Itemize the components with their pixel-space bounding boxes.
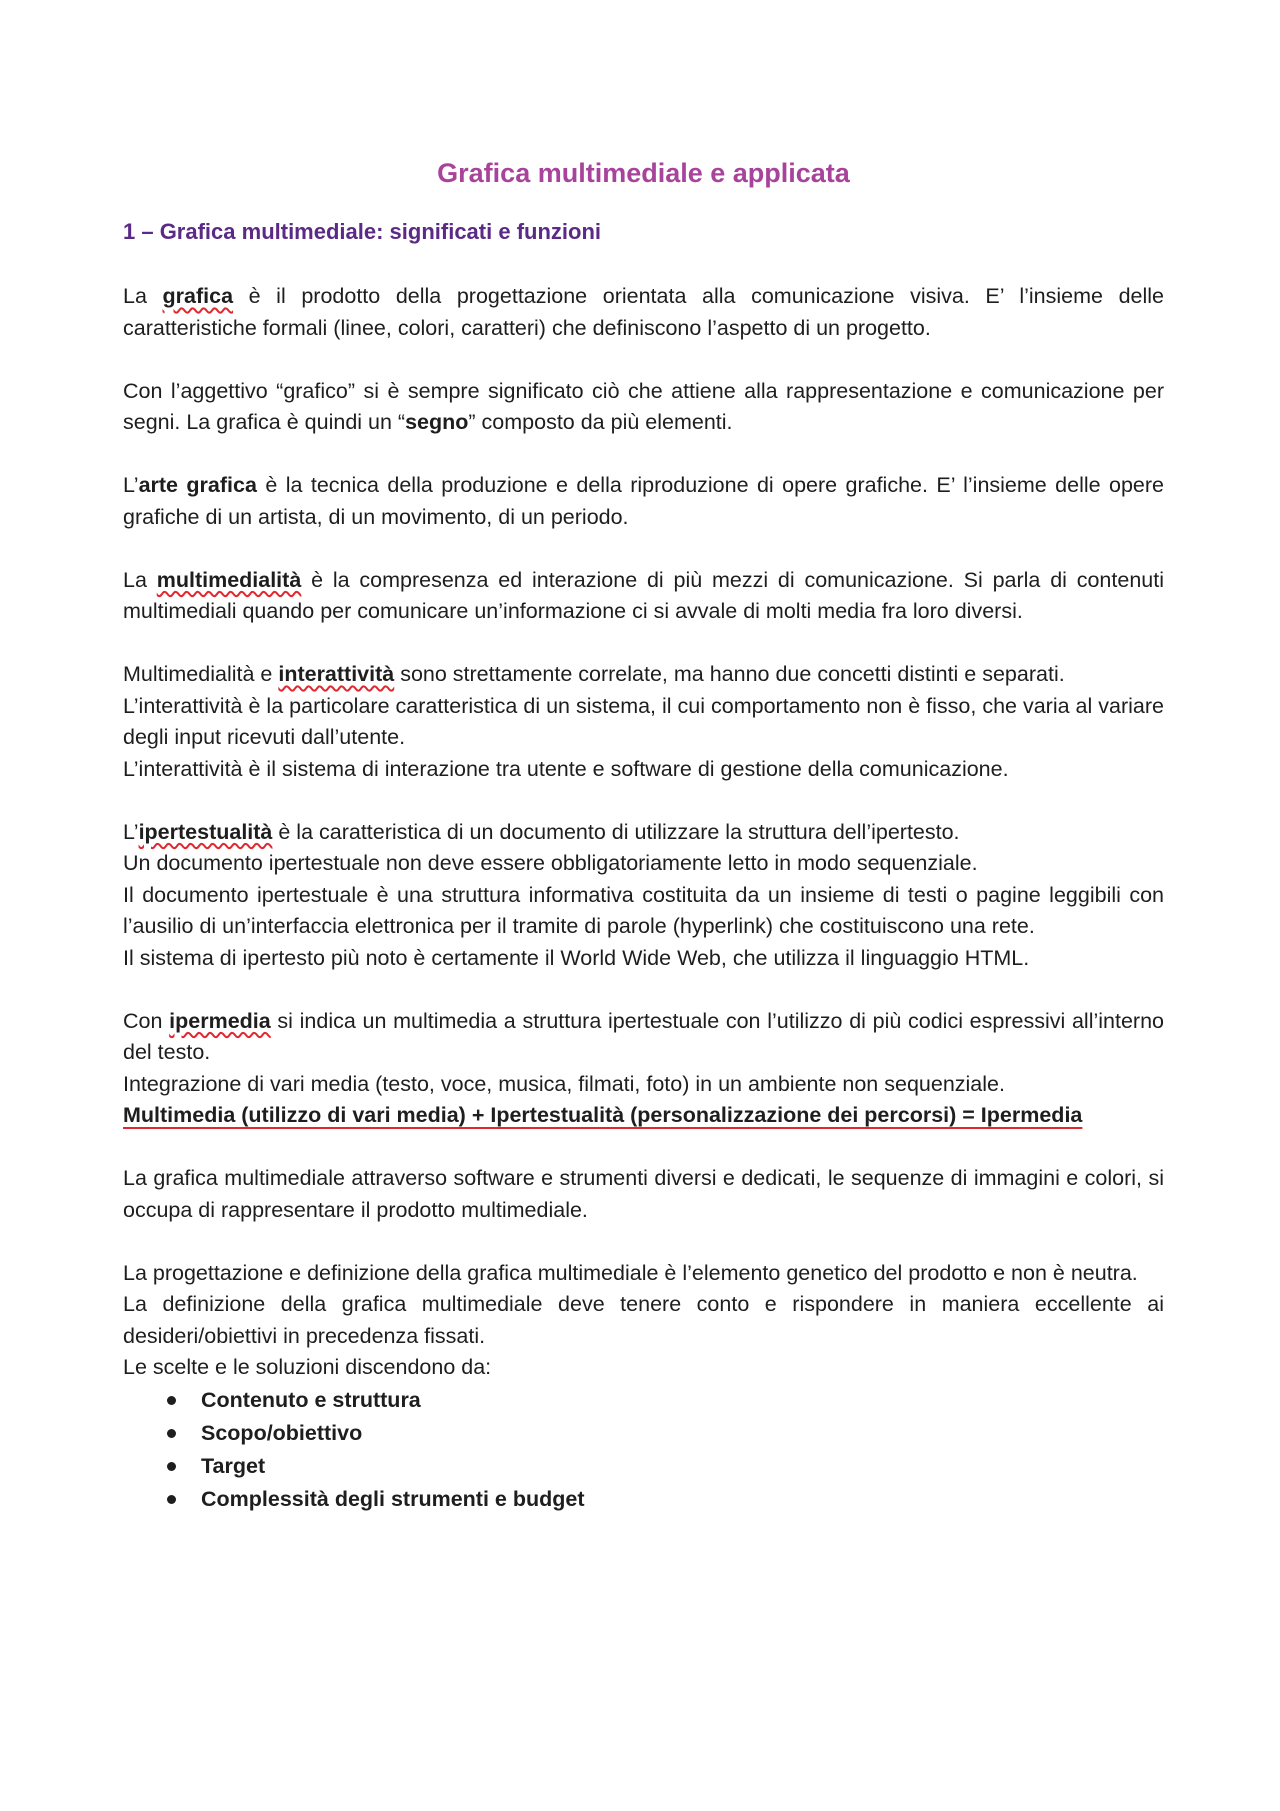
paragraph-interattivita	[123, 659, 1164, 785]
paragraph-text: è il prodotto della progettazione orientata alla comunicazione visiva. E’ l’insieme delle caratteristiche formali (linee, colori, caratteri) che definiscono l’aspetto di un progetto.	[123, 284, 1164, 340]
paragraph-grafica	[123, 281, 1164, 344]
paragraph-line: La definizione della grafica multimediale deve tenere conto e rispondere in maniera eccellente ai desideri/obiettivi in precedenza fissati.	[123, 1292, 1164, 1348]
paragraph-line: La progettazione e definizione della grafica multimediale è l’elemento genetico del prodotto e non è neutra.	[123, 1260, 1138, 1285]
formula-line	[123, 1100, 1164, 1132]
bullet-icon	[167, 1396, 176, 1405]
keyword-ipertestualita: ipertestualità	[138, 819, 273, 844]
paragraph-line: Le scelte e le soluzioni discendono da:	[123, 1355, 492, 1379]
paragraph-progettazione	[123, 1258, 1164, 1384]
bullet-list	[123, 1384, 1164, 1516]
paragraph-multimedialita	[123, 565, 1164, 628]
paragraph-line: Integrazione di vari media (testo, voce, musica, filmati, foto) in un ambiente non sequenziale.	[123, 1071, 1005, 1096]
list-item-text: Target	[201, 1453, 266, 1478]
bullet-icon	[167, 1495, 176, 1504]
paragraph-line	[123, 817, 1164, 849]
ipermedia-formula: Multimedia (utilizzo di vari media) + Ipertestualità (personalizzazione dei percorsi) = Ipermedia	[123, 1103, 1083, 1127]
keyword-ipermedia: ipermedia	[169, 1008, 271, 1033]
bullet-icon	[167, 1429, 176, 1438]
paragraph-text: Con l’aggettivo “grafico” si è sempre significato ciò che attiene alla rappresentazione e comunicazione per segni. La grafica è quindi un “	[123, 378, 1164, 434]
paragraph-line: Il documento ipertestuale è una struttura informativa costituita da un insieme di testi o pagine leggibili con l’ausilio di un’interfaccia elettronica per il tramite di parole (hyperlink) che costituiscono una rete.	[123, 882, 1164, 938]
list-item-text: Scopo/obiettivo	[201, 1420, 363, 1445]
list-item	[167, 1483, 1164, 1516]
keyword-arte-grafica: arte grafica	[138, 473, 257, 497]
paragraph-text: è la compresenza ed interazione di più mezzi di comunicazione. Si parla di contenuti multimediali quando per comunicare un’informazione ci si avvale di molti media fra loro diversi.	[123, 567, 1164, 623]
paragraph-text: ” composto da più elementi.	[468, 410, 733, 434]
paragraph-line: Un documento ipertestuale non deve essere obbligatoriamente letto in modo sequenziale.	[123, 851, 978, 875]
keyword-grafica: grafica	[162, 284, 234, 308]
list-item	[167, 1384, 1164, 1417]
list-item-text: Complessità degli strumenti e budget	[201, 1486, 585, 1511]
paragraph-text: Multimedialità e	[123, 662, 279, 686]
list-item	[167, 1417, 1164, 1450]
paragraph-text: è la caratteristica di un documento di utilizzare la struttura dell’ipertesto.	[272, 819, 960, 844]
paragraph-text: La	[123, 567, 157, 592]
paragraph-text: sono strettamente correlate, ma hanno due concetti distinti e separati.	[394, 662, 1065, 686]
paragraph-text: L’	[123, 819, 139, 844]
bullet-icon	[167, 1462, 176, 1471]
paragraph-ipertestualita	[123, 817, 1164, 975]
paragraph-text: La	[123, 284, 163, 308]
list-item-text: Contenuto e struttura	[201, 1387, 421, 1412]
keyword-interattivita: interattività	[278, 662, 395, 686]
keyword-multimedialita: multimedialità	[156, 567, 302, 592]
paragraph-text: si indica un multimedia a struttura ipertestuale con l’utilizzo di più codici espressivi all’interno del testo.	[123, 1008, 1164, 1064]
paragraph-grafico	[123, 376, 1164, 439]
paragraph-line: Il sistema di ipertesto più noto è certamente il World Wide Web, che utilizza il linguaggio HTML.	[123, 945, 1030, 970]
paragraph-line	[123, 1006, 1164, 1069]
paragraph-text: è la tecnica della produzione e della riproduzione di opere grafiche. E’ l’insieme delle opere grafiche di un artista, di un movimento, di un periodo.	[123, 473, 1164, 529]
paragraph-line: L’interattività è il sistema di interazione tra utente e software di gestione della comunicazione.	[123, 756, 1009, 781]
paragraph-text: Con	[123, 1008, 170, 1033]
section-heading: 1 – Grafica multimediale: significati e funzioni	[123, 219, 601, 244]
paragraph-grafica-multimediale: La grafica multimediale attraverso software e strumenti diversi e dedicati, le sequenze di immagini e colori, si occupa di rappresentare il prodotto multimediale.	[123, 1166, 1164, 1222]
paragraph-line	[123, 659, 1164, 691]
paragraph-ipermedia	[123, 1006, 1164, 1132]
list-item	[167, 1450, 1164, 1483]
document-title: Grafica multimediale e applicata	[437, 158, 850, 188]
paragraph-text: L’	[123, 473, 139, 497]
paragraph-arte-grafica	[123, 470, 1164, 533]
paragraph-line: L’interattività è la particolare caratteristica di un sistema, il cui comportamento non è fisso, che varia al variare degli input ricevuti dall’utente.	[123, 693, 1164, 749]
keyword-segno: segno	[405, 410, 469, 434]
